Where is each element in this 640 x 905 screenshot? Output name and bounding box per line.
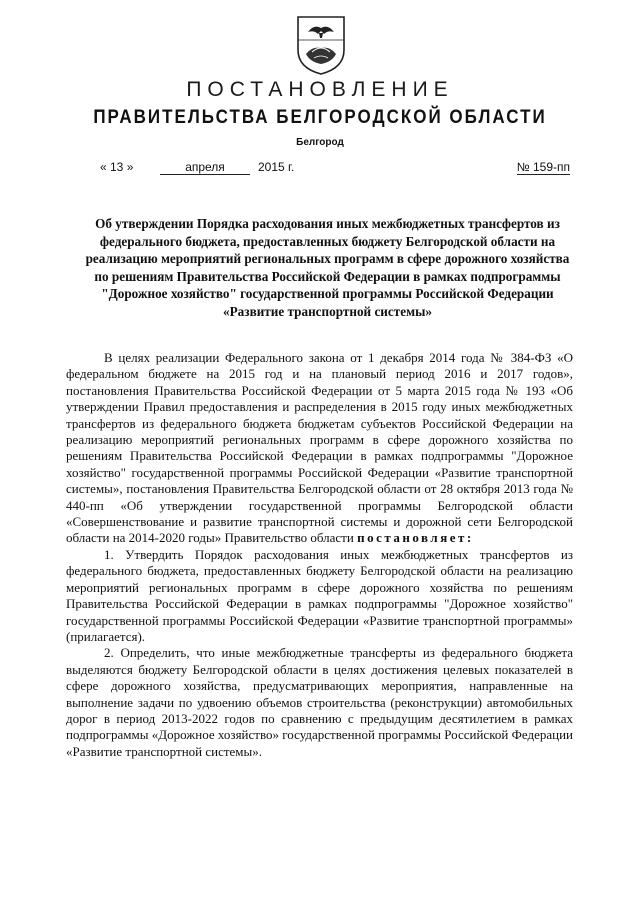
preamble-text: В целях реализации Федерального закона от 1 декабря 2014 года № 384-ФЗ «О федеральном бюджете на 2015 год и на плановый период 2016 и 2017 годов», постановления Правительства Российской Федерации от 5 марта 2015 года № 193 «Об утверждении Правил предоставления и распределения в 2015 году иных межбюджетных трансфертов из федерального бюджета бюджетам субъектов Российской Федерации на реализацию мероприятий региональных программ в сфере дорожного хозяйства по решениям Правительства Российской Федерации в рамках подпрограммы "Дорожное хозяйство" государственной программы Российской Федерации «Развитие транспортной системы», постановления Правительства Белгородской области от 28 октября 2013 года № 440-пп «Об утверждении государственной программы Белгородской области «Совершенствование и развитие транспортной системы и дорожной сети Белгородской области на 2014-2020 годы» Правительство области [66, 350, 573, 546]
paragraph-preamble [66, 350, 573, 547]
paragraph-item-2: 2. Определить, что иные межбюджетные трансферты из федерального бюджета выделяются бюджету Белгородской области в целях достижения целевых показателей в сфере дорожного хозяйства, предусматривающих мероприятия, направленные на выполнение задачи по удвоению объемов строительства (реконструкции) автомобильных дорог в период 2013-2022 годов по сравнению с предыдущим десятилетием в рамках подпрограммы «Дорожное хозяйство» государственной программы Российской Федерации «Развитие транспортной системы». [66, 645, 573, 759]
decree-word: постановляет: [357, 530, 474, 546]
document-number: № 159-пп [516, 160, 570, 174]
document-type: ПОСТАНОВЛЕНИЕ [186, 78, 454, 101]
date-number-line [100, 160, 570, 180]
document-body [66, 350, 573, 760]
date-day: « 13 » [100, 160, 134, 174]
paragraph-item-1: 1. Утвердить Порядок расходования иных межбюджетных трансфертов из федерального бюджета, предоставленных бюджету Белгородской области на реализацию мероприятий региональных программ в сфере дорожного хозяйства по решениям Правительства Российской Федерации в рамках подпрограммы "Дорожное хозяйство" государственной программы Российской Федерации «Развитие транспортной программы» (прилагается). [66, 546, 573, 644]
document-title: Об утверждении Порядка расходования иных межбюджетных трансфертов из федерального бюджета, предоставленных бюджету Белгородской области на реализацию мероприятий региональных программ в сфере дорожного хозяйства по решениям Правительства Российской Федерации в рамках подпрограммы "Дорожное хозяйство" государственной программы Российской Федерации «Развитие транспортной системы» [85, 216, 570, 319]
city-name: Белгород [296, 137, 344, 148]
date-month: апреля [160, 160, 250, 175]
date-year: 2015 г. [258, 160, 295, 174]
issuing-authority: ПРАВИТЕЛЬСТВА БЕЛГОРОДСКОЙ ОБЛАСТИ [93, 105, 547, 128]
belgorod-coat-of-arms-icon [294, 14, 348, 76]
